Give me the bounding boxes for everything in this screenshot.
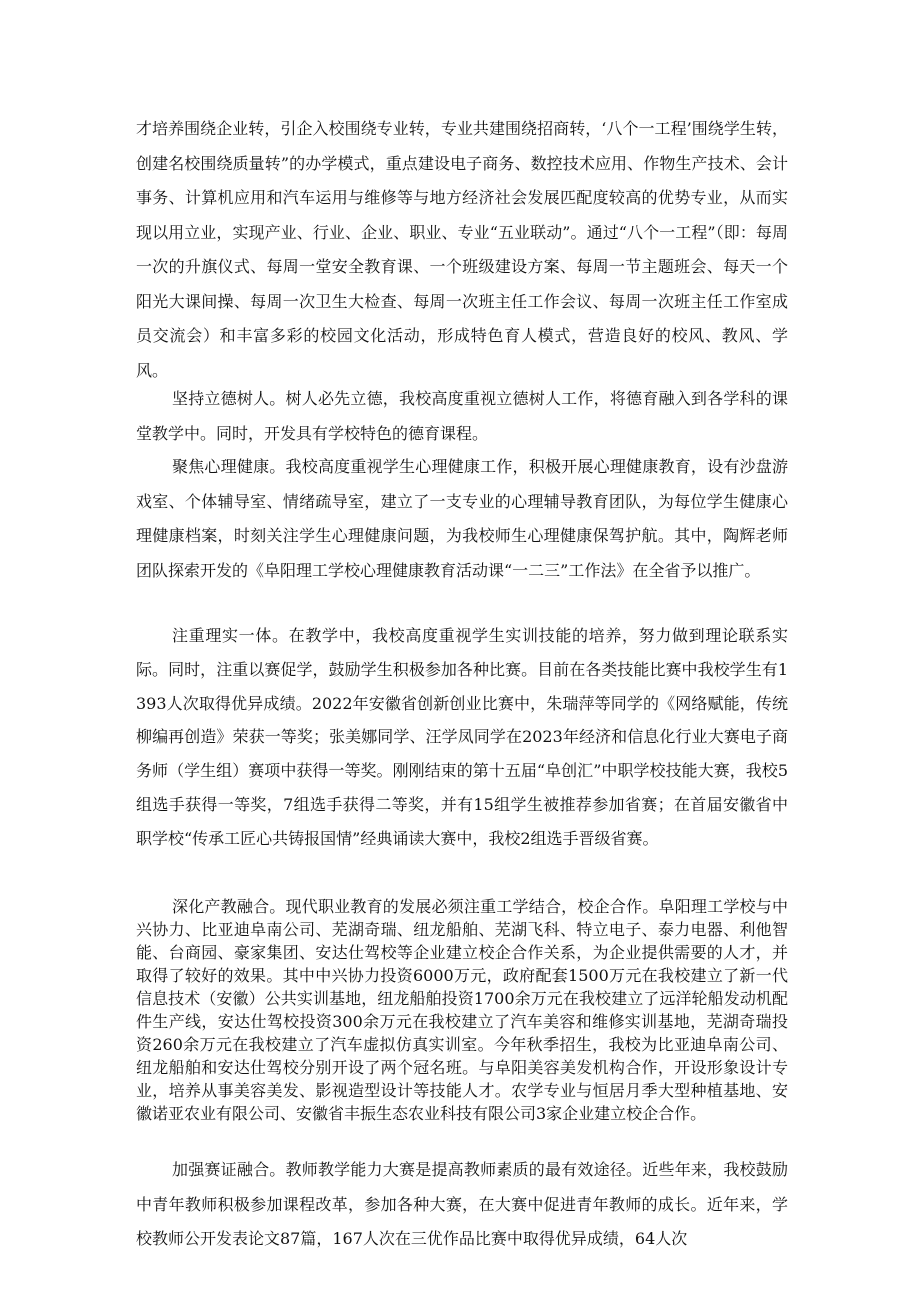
paragraph-competition-certificate: 加强赛证融合。教师教学能力大赛是提高教师素质的最有效途径。近些年来，我校鼓励中青年教师积极参加课程改革，参加各种大赛，在大赛中促进青年教师的成长。近年来，学校教师公开发表论文87篇，167人次在三优作品比赛中取得优异成绩，64人次 [136, 1160, 788, 1248]
paragraph-moral-education: 坚持立德树人。树人必先立德，我校高度重视立德树人工作，将德育融入到各学科的课堂教学中。同时，开发具有学校特色的德育课程。 [136, 389, 788, 443]
paragraph-theory-practice: 注重理实一体。在教学中，我校高度重视学生实训技能的培养，努力做到理论联系实际。同时，注重以赛促学，鼓励学生积极参加各种比赛。目前在各类技能比赛中我校学生有1393人次取得优异成绩。2022年安徽省创新创业比赛中，朱瑞萍等同学的《网络赋能，传统柳编再创造》荣获一等奖；张美娜同学、汪学凤同学在2023年经济和信息化行业大赛电子商务师（学生组）赛项中获得一等奖。刚刚结束的第十五届“阜创汇”中职学校技能大赛，我校5组选手获得一等奖，7组选手获得二等奖，并有15组学生被推荐参加省赛；在首届安徽省中职学校“传承工匠心共铸报国情”经典诵读大赛中，我校2组选手晋级省赛。 [136, 626, 788, 848]
paragraph-school-model: 才培养围绕企业转，引企入校围绕专业转，专业共建围绕招商转，‘八个一工程’围绕学生转，创建名校围绕质量转”的办学模式，重点建设电子商务、数控技术应用、作物生产技术、会计事务、计算机应用和汽车运用与维修等与地方经济社会发展匹配度较高的优势专业，从而实现以用立业，实现产业、行业、企业、职业、专业“五业联动”。通过“八个一工程”（即：每周一次的升旗仪式、每周一堂安全教育课、一个班级建设方案、每周一节主题班会、每天一个阳光大课间操、每周一次卫生大检查、每周一次班主任工作会议、每周一次班主任工作室成员交流会）和丰富多彩的校园文化活动，形成特色育人模式，营造良好的校风、教风、学风。 [136, 119, 788, 380]
paragraph-industry-education: 深化产教融合。现代职业教育的发展必须注重工学结合，校企合作。阜阳理工学校与中兴协力、比亚迪阜南公司、芜湖奇瑞、纽龙船舶、芜湖飞科、特立电子、泰力电器、利他智能、台商园、豪家集团、安达仕驾校等企业建立校企合作关系，为企业提供需要的人才，并取得了较好的效果。其中中兴协力投资6000万元，政府配套1500万元在我校建立了新一代信息技术（安徽）公共实训基地，纽龙船舶投资1700余万元在我校建立了远洋轮船发动机配件生产线，安达仕驾校投资300余万元在我校建立了汽车美容和维修实训基地，芜湖奇瑞投资260余万元在我校建立了汽车虚拟仿真实训室。今年秋季招生，我校为比亚迪阜南公司、纽龙船舶和安达仕驾校分别开设了两个冠名班。与阜阳美容美发机构合作，开设形象设计专业，培养从事美容美发、影视造型设计等技能人才。农学专业与恒居月季大型种植基地、安徽诺亚农业有限公司、安徽省丰振生态农业科技有限公司3家企业建立校企合作。 [136, 897, 788, 1123]
paragraph-mental-health: 聚焦心理健康。我校高度重视学生心理健康工作，积极开展心理健康教育，设有沙盘游戏室、个体辅导室、情绪疏导室，建立了一支专业的心理辅导教育团队，为每位学生健康心理健康档案，时刻关注学生心理健康问题，为我校师生心理健康保驾护航。其中，陶辉老师团队探索开发的《阜阳理工学校心理健康教育活动课“一二三”工作法》在全省予以推广。 [136, 457, 788, 580]
